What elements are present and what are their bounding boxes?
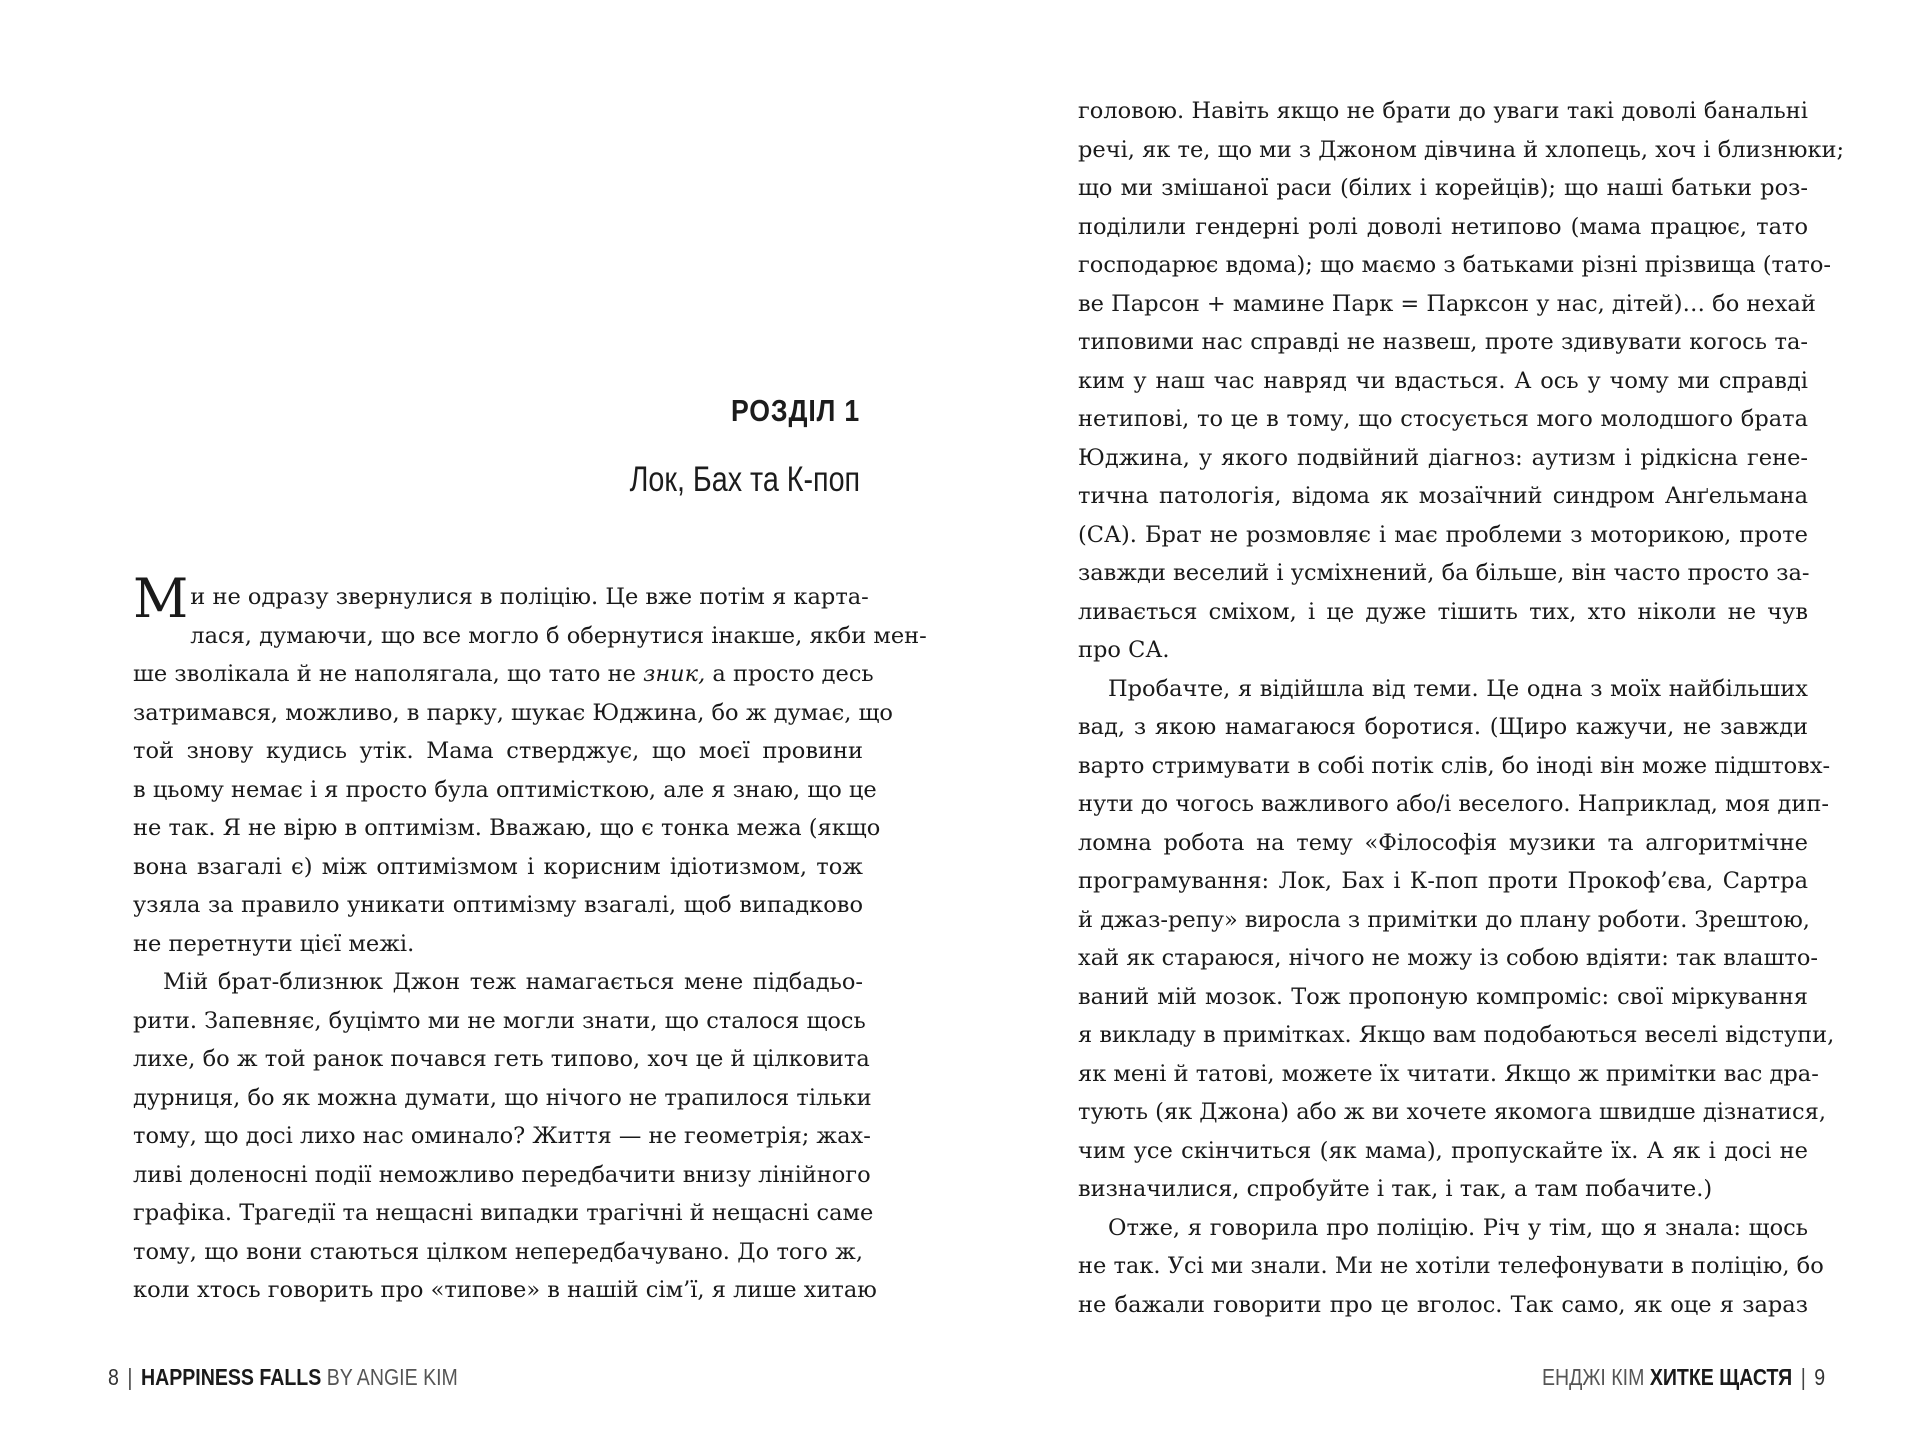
text-line: визначилися, спробуйте і так, і так, а там побачите.) — [1078, 1176, 1713, 1202]
chapter-title: Лок, Бах та К-поп — [629, 460, 860, 499]
paragraph — [1078, 92, 1845, 670]
text-line: не так. Я не вірю в оптимізм. Вважаю, що є тонка межа (якщо — [133, 815, 881, 841]
dropcap: М — [133, 567, 189, 630]
text-line: ливі доленосні події неможливо передбачити внизу лінійного — [133, 1161, 871, 1188]
paragraph — [1078, 670, 1835, 1209]
text-line: варто стримувати в собі потік слів, бо іноді він може підштовх- — [1078, 752, 1831, 779]
text-line: Юджина, у якого подвійний діагноз: аутизм і рідкісна гене- — [1078, 444, 1808, 471]
text-line: дурниця, бо як можна думати, що нічого не трапилося тільки — [133, 1084, 872, 1111]
text-line-content: и не одразу звернулися в поліцію. Це вже потім я карта- — [190, 584, 869, 610]
page-number: 9 — [1814, 1364, 1825, 1390]
text-line: й джаз-репу» виросла з примітки до плану роботи. Зрештою, — [1078, 906, 1810, 933]
left-body-text — [133, 567, 927, 1310]
text-line: лася, думаючи, що все могло б обернутися інакше, якби мен- — [190, 622, 927, 649]
text-line: тують (як Джона) або ж ви хочете якомога швидше дізнатися, — [1078, 1099, 1827, 1125]
text-line: господарює вдома); що маємо з батьками різні прізвища (тато- — [1078, 252, 1831, 278]
text-line: про СА. — [1078, 637, 1170, 663]
text-line: Пробачте, я відійшла від теми. Це одна з моїх найбільших — [1108, 675, 1808, 702]
text-line: ломна робота на тему «Філософія музики та алгоритмічне — [1078, 829, 1808, 856]
footer-separator: | — [127, 1364, 133, 1390]
text-line: нетипові, то це в тому, що стосується мого молодшого брата — [1078, 406, 1808, 432]
text-line: поділили гендерні ролі доволі нетипово (мама працює, тато — [1078, 213, 1808, 240]
text-line — [133, 567, 869, 630]
text-line: тому, що вони стаються цілком непередбачувано. До того ж, — [133, 1238, 863, 1265]
text-line: головою. Навіть якщо не брати до уваги такі доволі банальні — [1078, 98, 1808, 124]
text-line: ким у наш час навряд чи вдасться. А ось у чому ми справді — [1078, 367, 1808, 394]
text-line — [133, 655, 874, 694]
text-line-content: а просто десь — [705, 661, 874, 687]
running-title: ХИТКЕ ЩАСТЯ — [1649, 1364, 1793, 1390]
paragraph — [133, 963, 877, 1310]
running-title: HAPPINESS FALLS — [140, 1364, 322, 1390]
text-line: що ми змішаної раси (білих і корейців); що наші батьки роз- — [1078, 175, 1808, 201]
text-line: програмування: Лок, Бах і К-поп проти Прокоф’єва, Сартра — [1078, 868, 1808, 894]
text-line: типовими нас справді не назвеш, проте здивувати когось та- — [1078, 329, 1808, 355]
running-author: ЕНДЖІ КІМ — [1541, 1364, 1645, 1390]
text-line: завжди веселий і усміхнений, ба більше, він часто просто за- — [1078, 560, 1810, 586]
text-line: коли хтось говорить про «типове» в нашій сім’ї, я лише хитаю — [133, 1277, 877, 1303]
text-line: графіка. Трагедії та нещасні випадки трагічні й нещасні саме — [133, 1200, 874, 1226]
right-page — [960, 0, 1920, 1440]
text-line: ливається сміхом, і це дуже тішить тих, хто ніколи не чув — [1078, 598, 1808, 625]
text-line: як мені й татові, можете їх читати. Якщо ж примітки вас дра- — [1078, 1060, 1819, 1087]
text-line: тична патологія, відома як мозаїчний синдром Анґельмана — [1078, 483, 1808, 509]
text-line-content: ше зволікала й не наполягала, що тато не — [133, 661, 644, 687]
right-body-text — [1078, 92, 1845, 1324]
running-byline: BY ANGIE KIM — [326, 1364, 458, 1390]
right-footer — [1492, 1364, 1825, 1391]
text-line: вона взагалі є) між оптимізмом і корисним ідіотизмом, тож — [133, 853, 863, 880]
text-line: (СА). Брат не розмовляє і має проблеми з моторикою, проте — [1078, 521, 1808, 548]
text-line: Мій брат-близнюк Джон теж намагається мене підбадьо- — [163, 969, 863, 995]
text-line: затримався, можливо, в парку, шукає Юджина, бо ж думає, що — [133, 699, 893, 726]
text-line: я викладу в примітках. Якщо вам подобаються веселі відступи, — [1078, 1022, 1835, 1048]
text-line: не бажали говорити про це вголос. Так само, як оце я зараз — [1078, 1291, 1808, 1318]
text-line: лихе, бо ж той ранок почався геть типово, хоч це й цілковита — [133, 1046, 870, 1072]
text-line: тому, що досі лихо нас оминало? Життя — не геометрія; жах- — [133, 1123, 871, 1149]
chapter-label: РОЗДІЛ 1 — [730, 393, 860, 428]
text-line: ве Парсон + мамине Парк = Парксон у нас, дітей)… бо нехай — [1078, 290, 1816, 317]
footer-separator: | — [1800, 1364, 1806, 1390]
emphasis-text: зник, — [643, 661, 706, 687]
text-line: вад, з якою намагаюся боротися. (Щиро кажучи, не завжди — [1078, 714, 1808, 740]
paragraph — [133, 567, 927, 963]
text-line: рити. Запевняє, буцімто ми не могли знати, що сталося щось — [133, 1007, 866, 1034]
page-number: 8 — [108, 1364, 119, 1390]
text-line: ваний мій мозок. Тож пропоную компроміс: свої міркування — [1078, 983, 1808, 1010]
text-line: не перетнути цієї межі. — [133, 930, 415, 957]
text-line: узяла за правило уникати оптимізму взагалі, щоб випадково — [133, 892, 863, 918]
text-line: хай як стараюся, нічого не можу із собою вдіяти: так влашто- — [1078, 945, 1818, 971]
text-line: Отже, я говорила про поліцію. Річ у тім, що я знала: щось — [1108, 1214, 1808, 1241]
paragraph — [1078, 1209, 1824, 1325]
text-line: нути до чогось важливого або/і веселого. Наприклад, моя дип- — [1078, 791, 1829, 817]
text-line: той знову кудись утік. Мама стверджує, що моєї провини — [133, 738, 863, 764]
text-line: в цьому немає і я просто була оптимісткою, але я знаю, що це — [133, 776, 877, 803]
text-line: чим усе скінчиться (як мама), пропускайте їх. А як і досі не — [1078, 1137, 1808, 1164]
text-line: не так. Усі ми знали. Ми не хотіли телефонувати в поліцію, бо — [1078, 1253, 1824, 1279]
text-line: речі, як те, що ми з Джоном дівчина й хлопець, хоч і близнюки; — [1078, 136, 1845, 163]
left-footer — [108, 1364, 520, 1391]
